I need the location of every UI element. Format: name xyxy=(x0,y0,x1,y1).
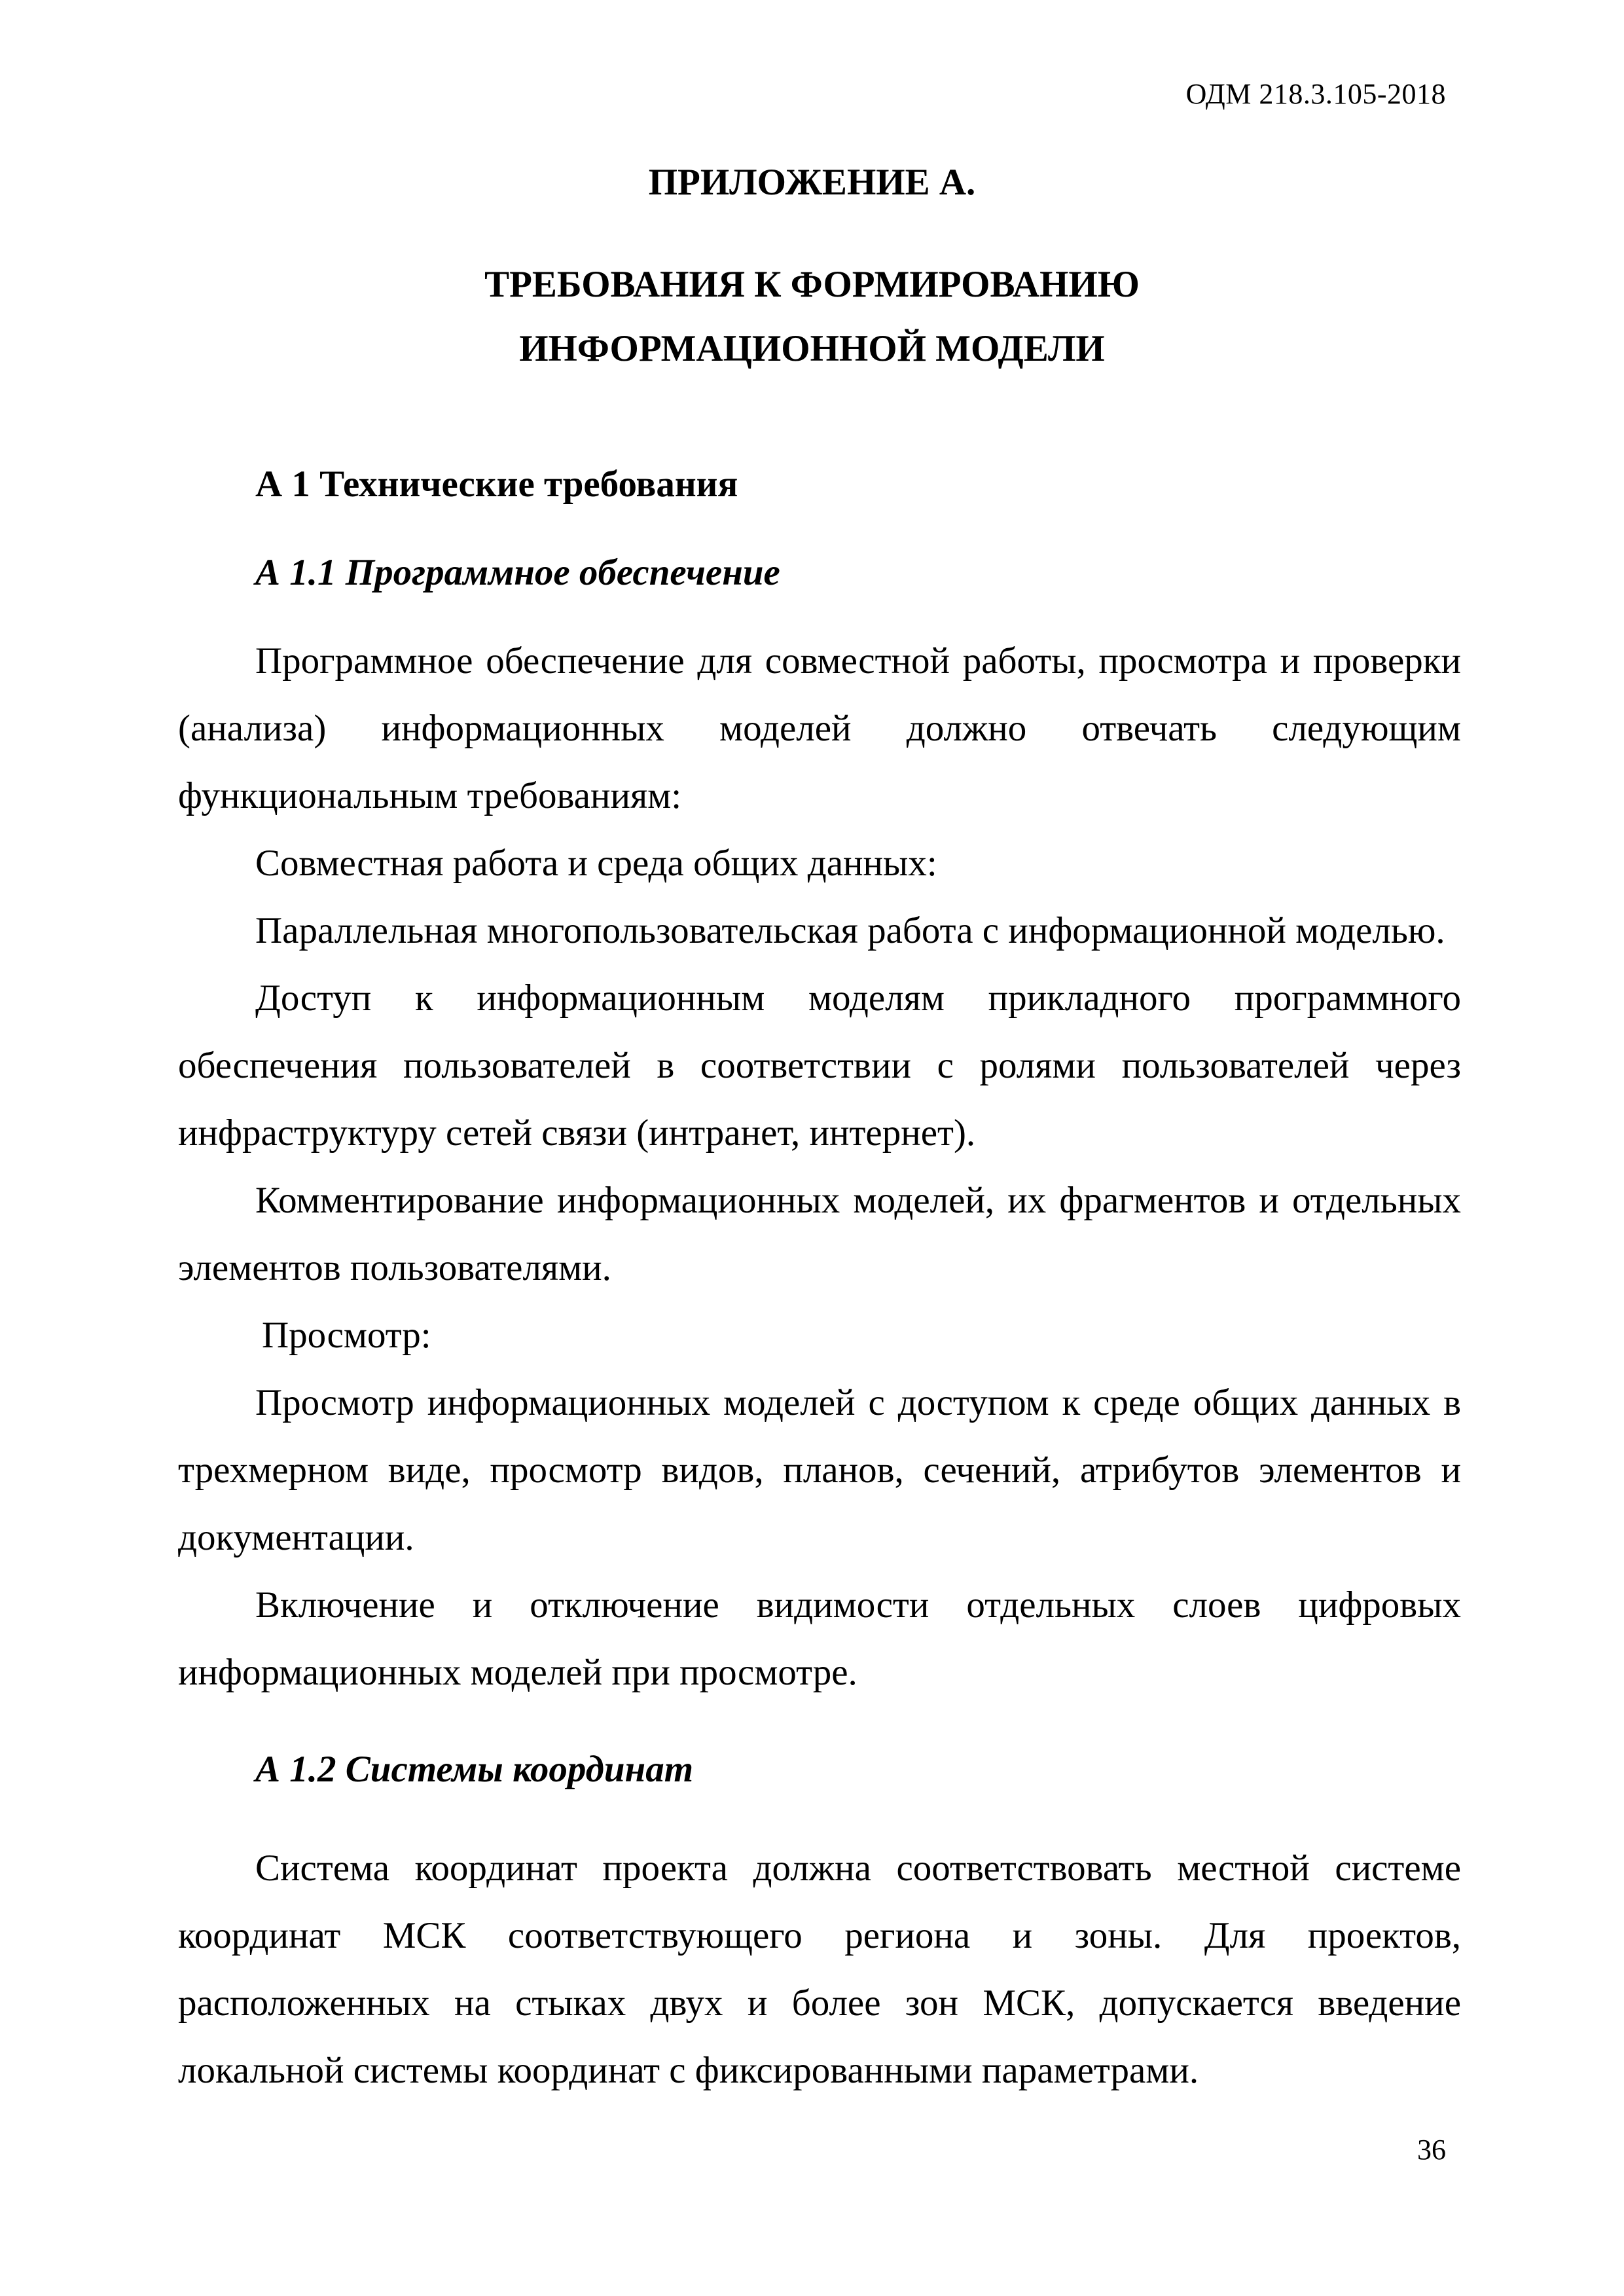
paragraph: Параллельная многопользовательская работа с информационной моделью. xyxy=(255,910,1445,951)
appendix-subtitle xyxy=(0,253,1624,381)
paragraph: Доступ к информационным моделям прикладного программного обеспечения пользователей в соответствии с ролями пользователей через инфраструктуру сетей связи (интранет, интернет). xyxy=(178,977,1461,1154)
paragraph: Программное обеспечение для совместной работы, просмотра и проверки (анализа) информационных моделей должно отвечать следующим функциональным требованиям: xyxy=(178,640,1461,816)
section-heading: А 1 Технические требования xyxy=(255,464,738,505)
appendix-subtitle-line: ИНФОРМАЦИОННОЙ МОДЕЛИ xyxy=(519,328,1105,369)
paragraph: Просмотр: xyxy=(262,1315,431,1356)
paragraph: Включение и отключение видимости отдельных слоев цифровых информационных моделей при просмотре. xyxy=(178,1584,1461,1693)
document-code: ОДМ 218.3.105-2018 xyxy=(1185,78,1446,110)
subsection-heading-software: А 1.1 Программное обеспечение xyxy=(255,552,780,593)
paragraph: Комментирование информационных моделей, их фрагментов и отдельных элементов пользователями. xyxy=(178,1180,1461,1288)
page-number: 36 xyxy=(1417,2134,1446,2166)
document-body xyxy=(178,450,1461,2104)
appendix-title: ПРИЛОЖЕНИЕ А. xyxy=(648,162,976,203)
subsection-heading-coordinates: А 1.2 Системы координат xyxy=(255,1749,694,1790)
appendix-subtitle-line: ТРЕБОВАНИЯ К ФОРМИРОВАНИЮ xyxy=(484,264,1140,305)
paragraph: Просмотр информационных моделей с доступом к среде общих данных в трехмерном виде, просмотр видов, планов, сечений, атрибутов элементов и документации. xyxy=(178,1382,1461,1558)
paragraph: Система координат проекта должна соответствовать местной системе координат МСК соответствующего региона и зоны. Для проектов, расположенных на стыках двух и более зон МСК, допускается введение локальной системы координат с фиксированными параметрами. xyxy=(178,1848,1461,2091)
paragraph: Совместная работа и среда общих данных: xyxy=(255,843,937,884)
